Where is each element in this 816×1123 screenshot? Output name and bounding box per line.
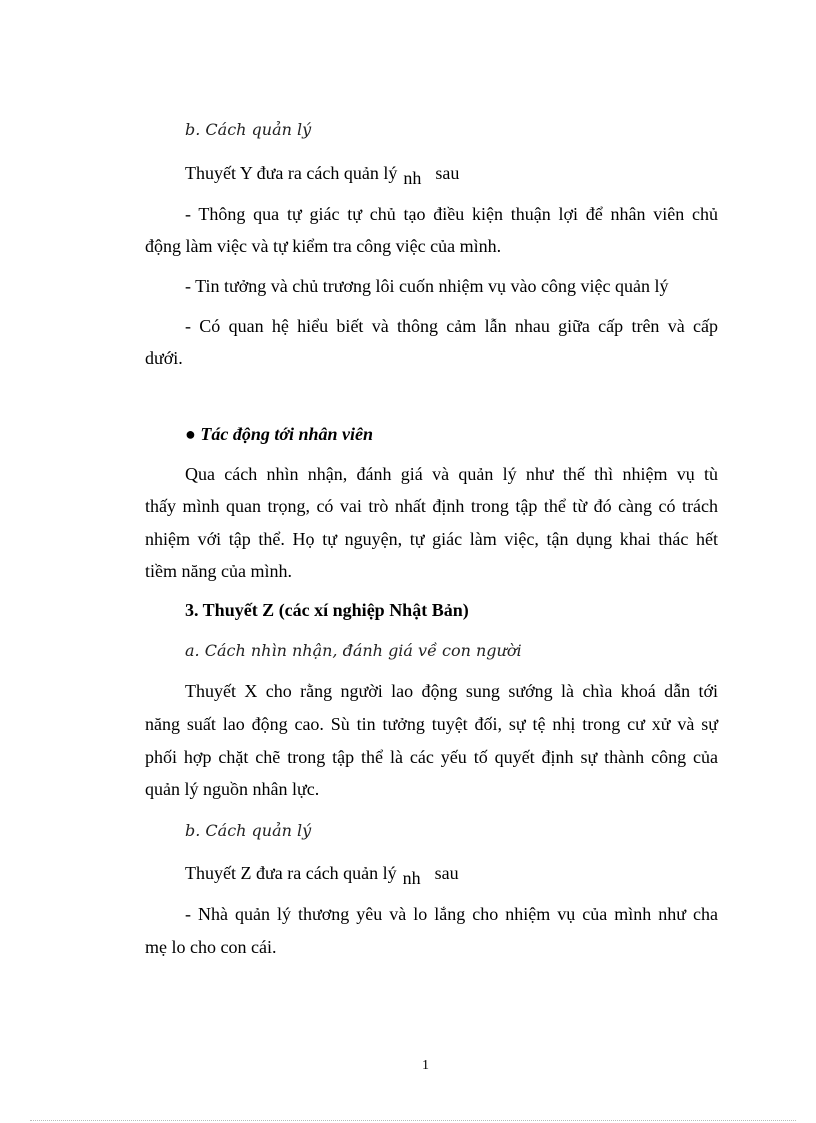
paragraph-line: - Thông qua tự giác tự chủ tạo điều kiện thuận lợi để nhân viên chủ: [185, 204, 718, 224]
paragraph-line: mẹ lo cho con cái.: [145, 937, 277, 957]
text: sau: [434, 863, 459, 883]
subheading-management-z: b. Cách quản lý: [185, 821, 312, 840]
text: Thuyết Z đưa ra cách quản lý: [185, 863, 397, 883]
paragraph-line: phối hợp chặt chẽ trong tập thể là các yếu tố quyết định sự thành công của: [145, 747, 718, 767]
subheading-management-y: b. Cách quản lý: [185, 120, 312, 139]
text: nh: [402, 868, 421, 888]
text: nh: [403, 168, 422, 188]
paragraph-line: dưới.: [145, 348, 183, 368]
paragraph-line: thấy mình quan trọng, có vai trò nhất định trong tập thể từ đó càng có trách: [145, 496, 718, 516]
paragraph-line: - Có quan hệ hiểu biết và thông cảm lẫn nhau giữa cấp trên và cấp: [185, 316, 718, 336]
paragraph-line: - Nhà quản lý thương yêu và lo lắng cho nhiệm vụ của mình như cha: [185, 904, 718, 924]
paragraph-line: năng suất lao động cao. Sù tin tưởng tuyệt đối, sự tệ nhị trong cư xử và sự: [145, 714, 718, 734]
page-number: 1: [422, 1058, 429, 1073]
heading-impact-on-employees: ● Tác động tới nhân viên: [185, 424, 374, 444]
text: sau: [435, 163, 460, 183]
paragraph-line: tiềm năng của mình.: [145, 561, 292, 581]
paragraph-line: Thuyết X cho rằng người lao động sung sướng là chìa khoá dẫn tới: [185, 681, 718, 701]
paragraph-line: - Tin tưởng và chủ trương lôi cuốn nhiệm vụ vào công việc quản lý: [185, 276, 669, 296]
page-boundary-divider: [30, 1120, 796, 1121]
paragraph-line: nhiệm với tập thể. Họ tự nguyện, tự giác làm việc, tận dụng khai thác hết: [145, 529, 718, 549]
text: Thuyết Y đưa ra cách quản lý: [185, 163, 398, 183]
heading-theory-z: 3. Thuyết Z (các xí nghiệp Nhật Bản): [185, 600, 469, 620]
paragraph-theory-y-intro: [185, 162, 718, 188]
paragraph-line: quản lý nguồn nhân lực.: [145, 779, 320, 799]
paragraph-line: Qua cách nhìn nhận, đánh giá và quản lý như thế thì nhiệm vụ tù: [185, 464, 718, 484]
paragraph-theory-z-intro: [185, 862, 718, 888]
subheading-perception: a. Cách nhìn nhận, đánh giá về con người: [185, 641, 522, 660]
paragraph-line: động làm việc và tự kiểm tra công việc của mình.: [145, 236, 502, 256]
